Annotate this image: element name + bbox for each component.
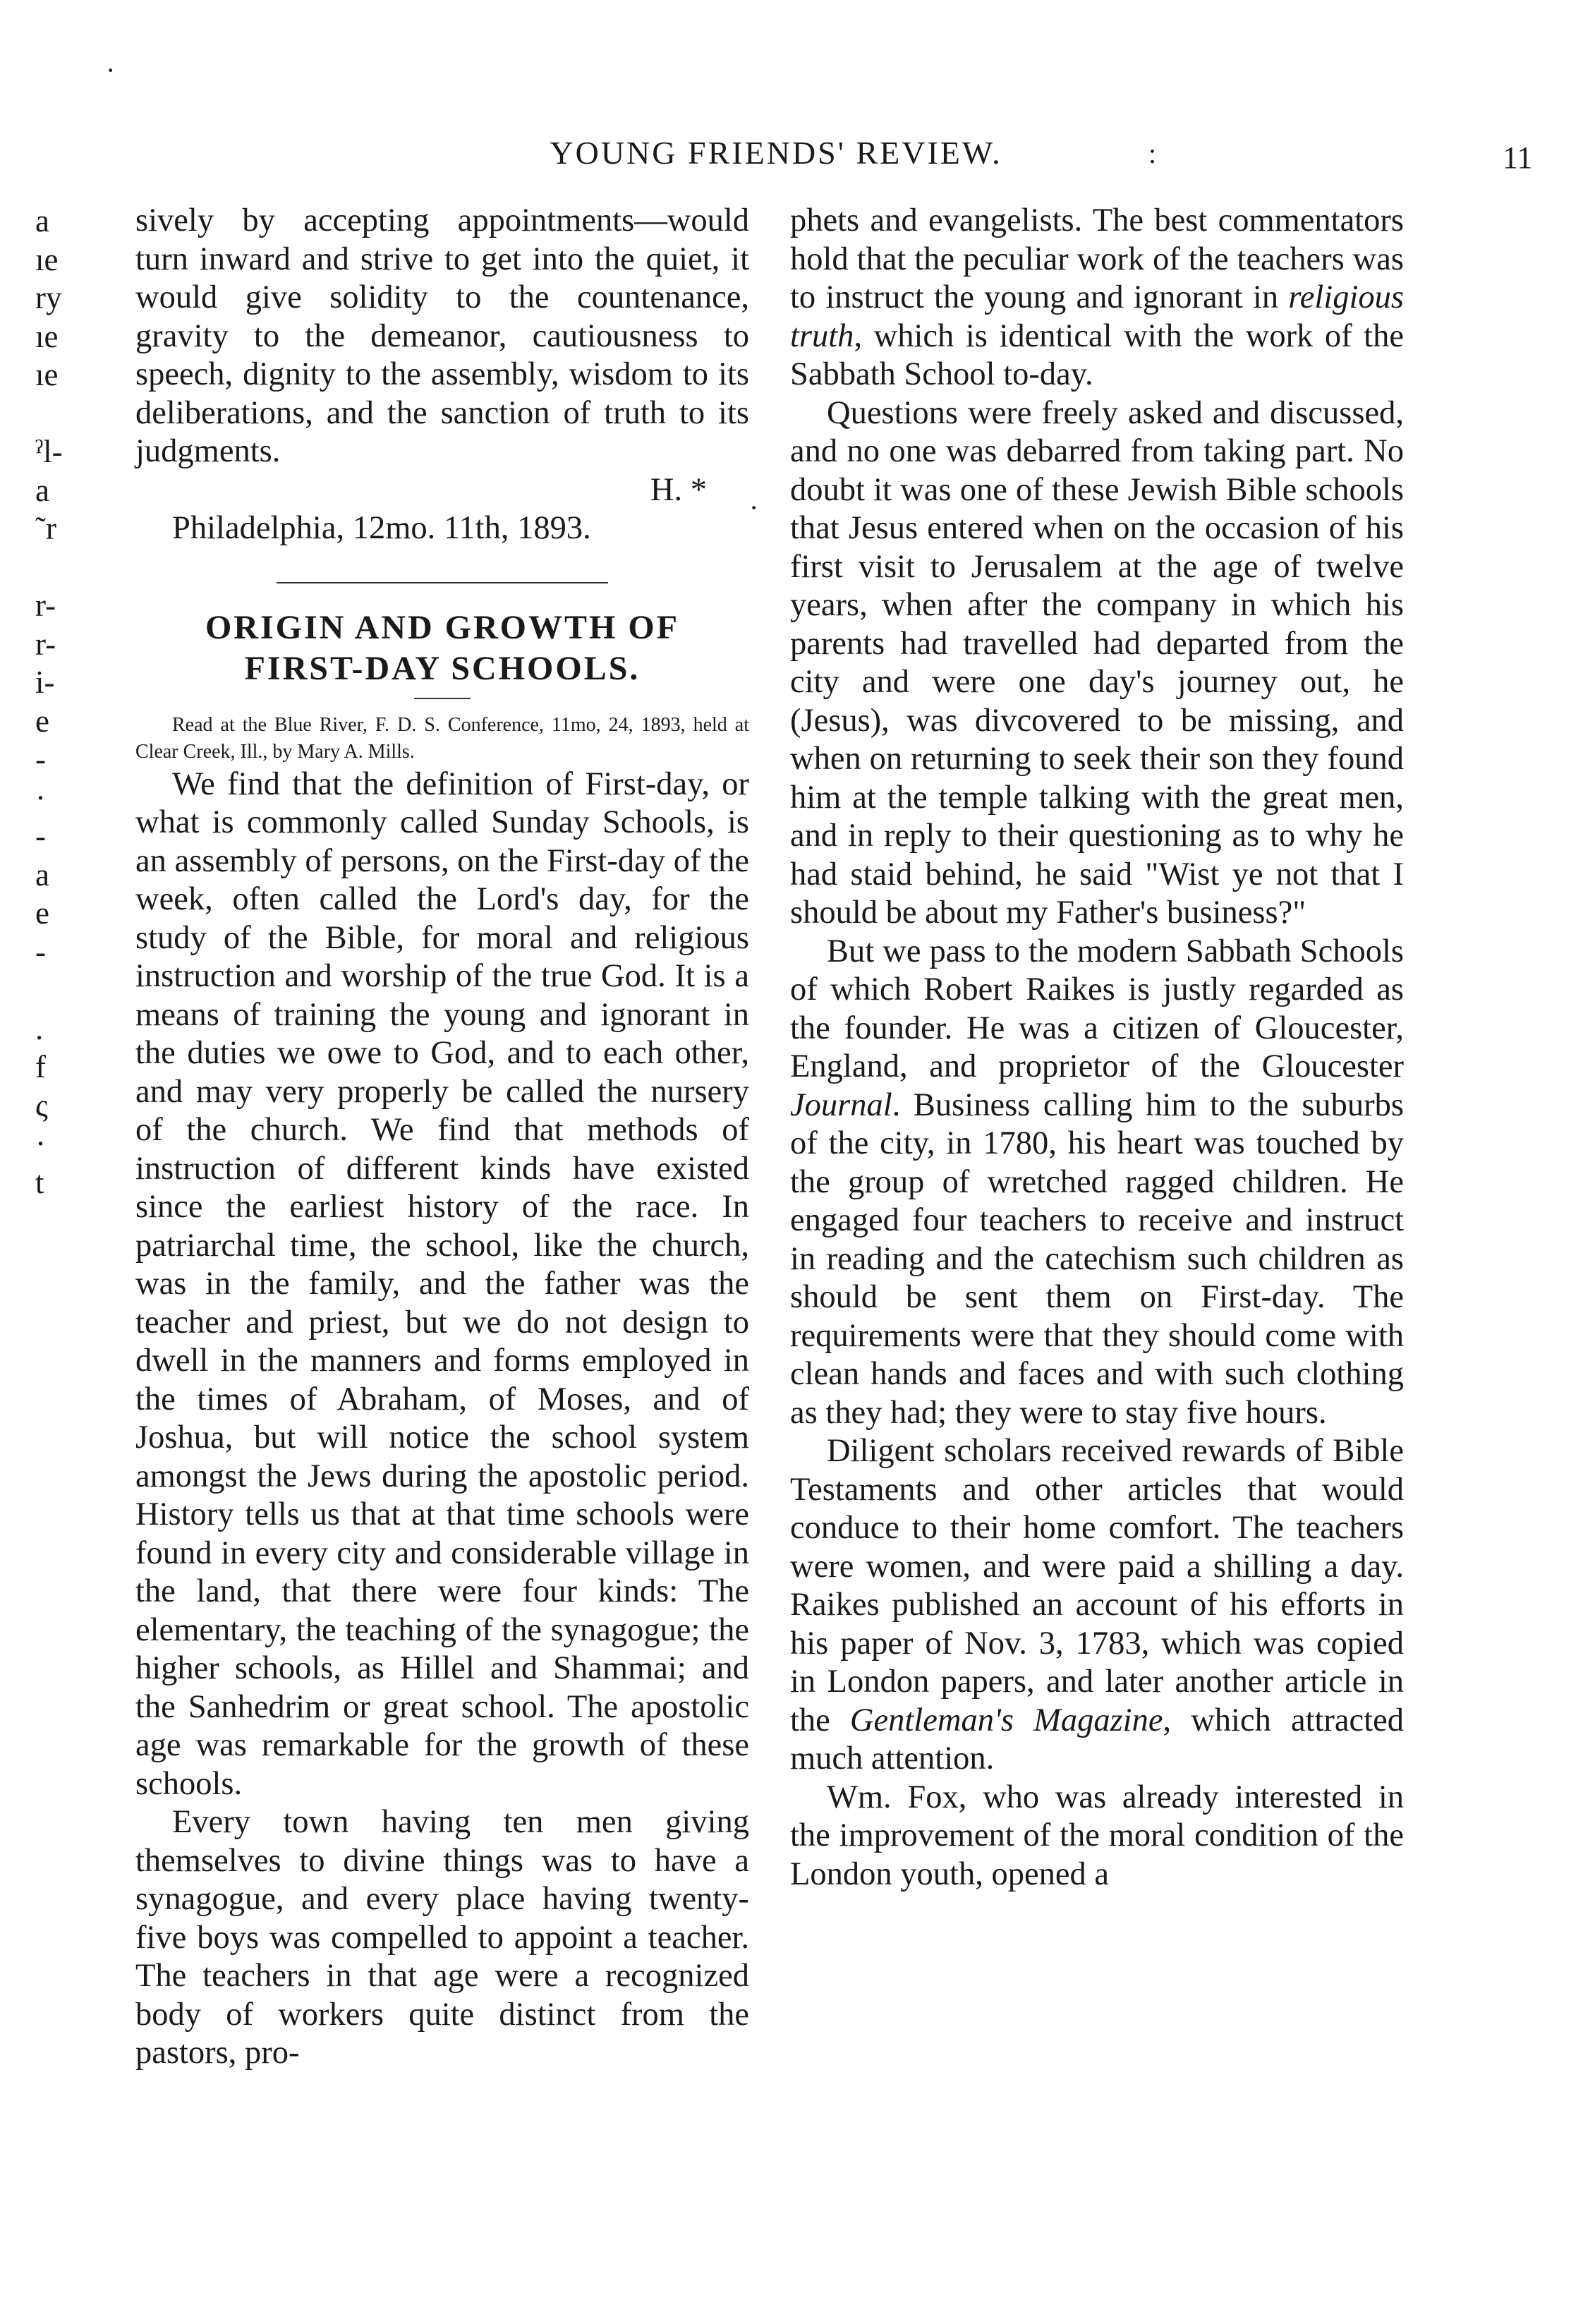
signature: H. *: [650, 471, 707, 508]
body-paragraph: Diligent scholars received rewards of Bible Testaments and other articles that would conduce to their home comfort. The teachers were women, and were paid a shilling a day. Raikes published an account of his efforts in his paper of Nov. 3, 1783, which was copied in London papers, and later another article in the Gentleman's Magazine, which attracted much attention.: [790, 1433, 1404, 1777]
margin-fragment: f: [35, 1049, 46, 1084]
margin-fragment: ıe: [35, 318, 59, 354]
margin-fragment: -: [35, 933, 46, 969]
margin-fragment: ˀl-: [35, 434, 63, 469]
continued-paragraph: phets and evangelists. The best commentators hold that the peculiar work of the teachers was to instruct the young and ignorant in religious truth, which is identical with the work of the Sabbath School to-day.: [790, 202, 1404, 392]
stray-mark: :: [1148, 138, 1157, 169]
title-divider: [414, 698, 471, 699]
article-title-line-2: FIRST-DAY SCHOOLS.: [244, 649, 641, 687]
margin-fragment: a: [35, 472, 49, 508]
margin-fragment: r-: [35, 588, 56, 623]
margin-fragment: ıe: [35, 357, 59, 392]
margin-fragment: ·: [35, 1126, 46, 1161]
stray-mark: ·: [106, 54, 116, 86]
margin-fragment: -: [35, 742, 46, 777]
margin-fragment: i-: [35, 665, 55, 700]
margin-fragment: r-: [35, 626, 56, 662]
margin-fragment: [35, 394, 78, 433]
margin-fragment: ·: [35, 780, 46, 816]
right-column: [790, 202, 1404, 1894]
margin-fragment: .: [35, 1010, 44, 1046]
margin-fragment: [35, 548, 78, 587]
body-paragraph: We find that the definition of First-day, or what is commonly called Sunday Schools, is an assembly of persons, on the First-day of the week, often called the Lord's day, for the study of the Bible, for moral and religious instruction and worship of the true God. It is a means of training the young and ignorant in the duties we owe to God, and to each other, and may very properly be called the nursery of the church. We find that methods of instruction of different kinds have existed since the earliest history of the race. In patriarchal time, the school, like the church, was in the family, and the father was the teacher and priest, but we do not design to dwell in the manners and forms employed in the times of Abraham, of Moses, and of Joshua, but will notice the school system amongst the Jews during the apostolic period. History tells us that at that time schools were found in every city and considerable village in the land, that there were four kinds: The elementary, the teaching of the synagogue; the higher schools, as Hillel and Shammai; and the Sanhedrim or great school. The apostolic age was remarkable for the growth of these schools.: [135, 765, 749, 1802]
margin-fragment: e: [35, 895, 49, 931]
article-title-line-1: ORIGIN AND GROWTH OF: [205, 608, 680, 646]
margin-fragment: ry: [35, 280, 62, 315]
margin-fragment: -: [35, 818, 46, 854]
running-head: YOUNG FRIENDS' REVIEW.: [550, 135, 1002, 171]
dateline: Philadelphia, 12mo. 11th, 1893.: [172, 510, 591, 546]
margin-fragment: ıe: [35, 241, 59, 277]
body-paragraph: Wm. Fox, who was already interested in the improvement of the moral condition of the London youth, opened a: [790, 1779, 1404, 1892]
adjacent-page-margin-fragments: [35, 202, 78, 1202]
left-column: [135, 202, 749, 2073]
margin-fragment: [35, 971, 78, 1010]
body-paragraph: Every town having ten men giving themselves to divine things was to have a synagogue, and every place having twenty-five boys was compelled to appoint a teacher. The teachers in that age were a recognized body of workers quite distinct from the pastors, pro-: [135, 1804, 749, 2071]
body-paragraph: But we pass to the modern Sabbath Schools of which Robert Raikes is justly regarded as the founder. He was a citizen of Gloucester, England, and proprietor of the Gloucester Journal. Business calling him to the suburbs of the city, in 1780, his heart was touched by the group of wretched ragged children. He engaged four teachers to receive and instruct in reading and the catechism such children as should be sent them on First-day. The requirements were that they should come with clean hands and faces and with such clothing as they had; they were to stay five hours.: [790, 933, 1404, 1431]
page-number: 11: [1503, 140, 1533, 175]
margin-fragment: a: [35, 203, 49, 238]
margin-fragment: e: [35, 703, 49, 739]
body-paragraph: Questions were freely asked and discussed, and no one was debarred from taking part. No doubt it was one of these Jewish Bible schools that Jesus entered when on the occasion of his first visit to Jerusalem at the age of twelve years, when after the company in which his parents had travelled had departed from the city and were one day's journey out, he (Jesus), was divcovered to be missing, and when on returning to seek their son they found him at the temple talking with the great men, and in reply to their questioning as to why he had staid behind, he said "Wist ye not that I should be about my Father's business?": [790, 394, 1404, 931]
margin-fragment: t: [35, 1164, 44, 1200]
margin-fragment: ς: [35, 1087, 48, 1123]
stray-mark: ·: [749, 492, 759, 523]
margin-fragment: ˜r: [35, 511, 56, 546]
read-note: Read at the Blue River, F. D. S. Conference, 11mo, 24, 1893, held at Clear Creek, Ill., by Mary A. Mills.: [135, 713, 749, 763]
margin-fragment: a: [35, 857, 49, 892]
section-divider: [277, 582, 608, 583]
continued-paragraph: sively by accepting appointments—would turn inward and strive to get into the quiet, it would give solidity to the countenance, gravity to the demeanor, cautiousness to speech, dignity to the assembly, wisdom to its deliberations, and the sanction of truth to its judgments.: [135, 202, 749, 469]
